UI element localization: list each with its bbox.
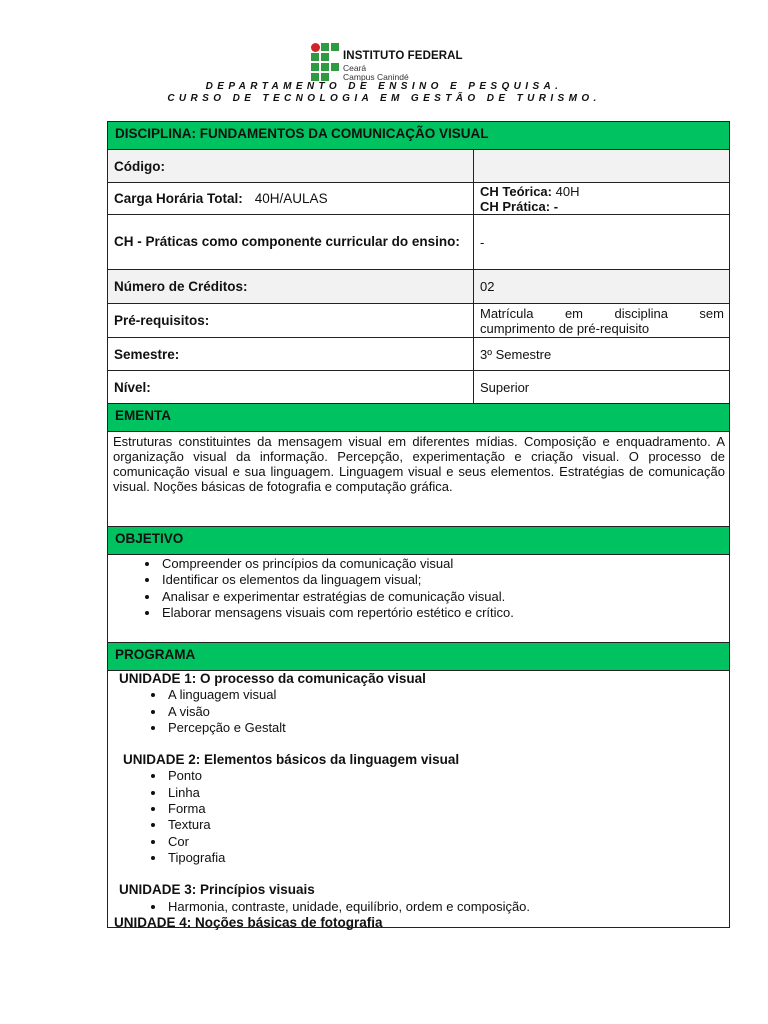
ch-teorica-value: 40H [555,183,580,199]
codigo-row [108,150,729,183]
list-item: • Cor [166,834,530,850]
list-item: • Ponto [166,768,530,784]
programa-content [108,671,534,930]
programa-row [108,671,729,930]
ch-cell [474,183,729,214]
ch-teorica-label: CH Teórica: [480,183,552,199]
ch-praticas-text: CH - Práticas como componente curricular do ensino: [114,234,460,249]
prereq-row [108,304,729,338]
prereq-value-line2: cumprimento de pré-requisito [480,320,650,336]
logo-name: INSTITUTO FEDERAL [343,50,463,62]
nivel-row [108,371,729,404]
carga-value: 40H/AULAS [254,191,328,206]
prereq-label: Pré-requisitos: [108,304,474,337]
objetivo-row [108,555,729,643]
list-item: • Tipografia [166,850,530,866]
ementa-text: Estruturas constituintes da mensagem visual em diferentes mídias. Composição e enquadramento. A organização visual da informação. Percepção, experimentação e criação visual. O processo de comunicação visual e sua linguagem. Linguagem visual e seus elementos. Estratégias de comunicação visual. Noções básicas de fotografia e computação gráfica. [113,434,725,494]
logo-campus: Campus Canindé [343,72,409,82]
semestre-row [108,338,729,371]
nivel-label: Nível: [108,371,474,403]
ch-praticas-value: - [480,234,485,250]
objetivo-list [108,556,514,642]
objetivo-title: OBJETIVO [108,527,729,555]
ch-praticas-row [108,215,729,270]
unit-3-list [114,899,530,915]
list-item: • Elaborar mensagens visuais com repertório estético e crítico. [160,605,514,621]
discipline-title: DISCIPLINA: FUNDAMENTOS DA COMUNICAÇÃO VISUAL [108,122,729,150]
unit-2-title: UNIDADE 2: Elementos básicos da linguagem visual [123,752,460,768]
unit-1-title: UNIDADE 1: O processo da comunicação visual [119,671,426,686]
creditos-value: 02 [480,279,495,294]
department-title: DEPARTAMENTO DE ENSINO E PESQUISA. [205,81,563,92]
list-item: • Identificar os elementos da linguagem visual; [160,572,514,588]
prereq-value [474,304,729,337]
codigo-label: Código: [108,150,474,182]
logo-state: Ceará [343,63,367,73]
unit-1-list [114,687,530,736]
programa-title: PROGRAMA [108,643,729,671]
list-item: • Analisar e experimentar estratégias de comunicação visual. [160,589,514,605]
list-item: • A visão [166,704,530,720]
institution-logo [311,43,481,81]
ch-praticas-label [108,215,474,269]
semestre-value: 3º Semestre [480,346,552,362]
creditos-row [108,270,729,304]
logo-mark-icon [311,43,340,81]
list-item: • Forma [166,801,530,817]
unit-2-list [114,768,530,866]
ementa-row [108,432,729,527]
carga-label: Carga Horária Total: [114,191,243,206]
list-item: • A linguagem visual [166,687,530,703]
ch-pratica-label: CH Prática: - [480,198,559,214]
unit-4-title: UNIDADE 4: Noções básicas de fotografia [114,914,383,930]
creditos-label: Número de Créditos: [108,270,474,303]
list-item: • Linha [166,785,530,801]
course-title: CURSO DE TECNOLOGIA EM GESTÃO DE TURISMO. [167,93,601,104]
list-item: • Percepção e Gestalt [166,720,530,736]
list-item: • Compreender os princípios da comunicação visual [160,556,514,572]
course-table [107,121,730,928]
ementa-title: EMENTA [108,404,729,432]
list-item: • Harmonia, contraste, unidade, equilíbrio, ordem e composição. [166,899,530,915]
carga-row [108,183,729,215]
nivel-value: Superior [480,379,530,395]
carga-cell [108,183,474,214]
semestre-label: Semestre: [108,338,474,370]
prereq-value-line1: Matrícula em disciplina sem [480,305,724,321]
codigo-value [474,150,729,182]
unit-3-title: UNIDADE 3: Princípios visuais [119,882,315,898]
list-item: • Textura [166,817,530,833]
